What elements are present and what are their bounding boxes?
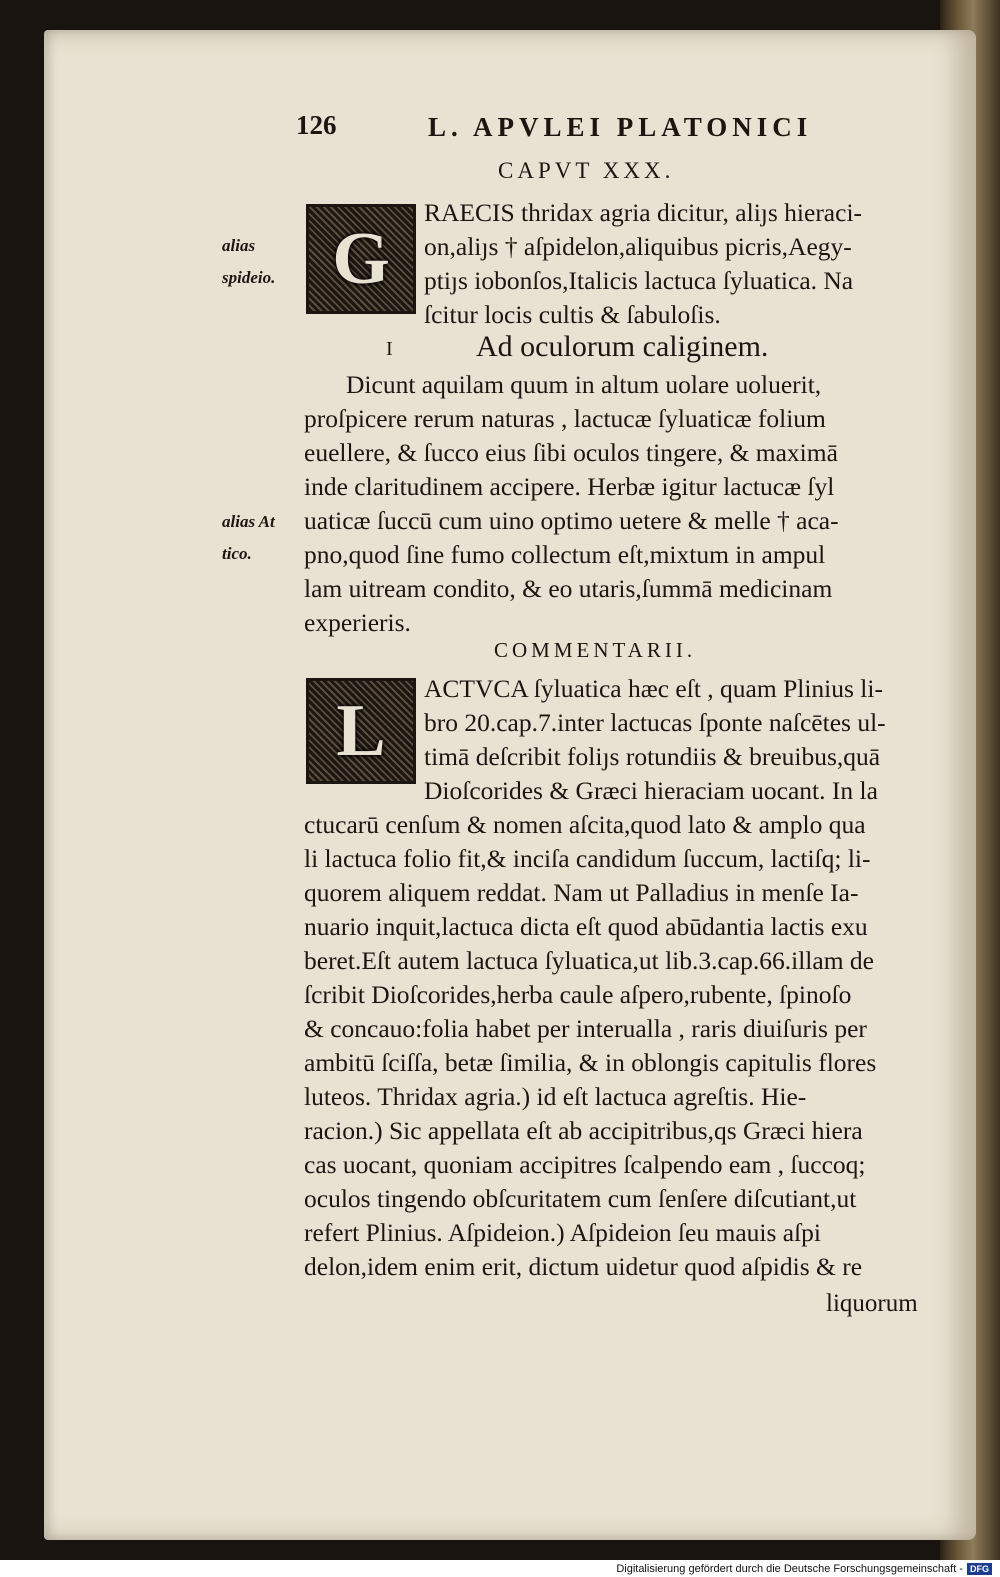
text-line: cas uocant, quoniam accipitres ſcalpendo eam , ſuccoq; [304,1150,866,1179]
text-line: pno,quod ſine fumo collectum eſt,mixtum in ampul [304,540,826,569]
dfg-logo-icon: DFG [967,1563,992,1575]
text-line: uaticæ ſuccū cum uino optimo uetere & melle † aca- [304,506,839,535]
margin-note: spideio. [222,268,276,287]
text-line: proſpicere rerum naturas , lactucæ ſyluaticæ folium [304,404,826,433]
chapter-title: CAPVT XXX. [498,158,675,183]
decorated-initial-l: L [306,678,416,784]
text-line: quorem aliquem reddat. Nam ut Palladius in menſe Ia- [304,878,859,907]
margin-note: alias [222,236,256,255]
text-line: nuario inquit,lactuca dicta eſt quod abūdantia lactis exu [304,912,868,941]
text-line: on,aliȷs † aſpidelon,aliquibus picris,Aegy- [424,232,852,261]
margin-note: tico. [222,544,252,563]
text-line: lam uitream condito, & eo utaris,ſummā medicinam [304,574,833,603]
text-line: RAECIS thridax agria dicitur, aliȷs hieraci- [424,198,863,227]
text-line: bro 20.cap.7.inter lactucas ſponte naſcētes ul- [424,708,886,737]
commentary-heading: COMMENTARII. [494,638,697,662]
text-line: ambitū ſciſſa, betæ ſimilia, & in oblongis capitulis flores [304,1048,877,1077]
footer-text: Digitalisierung gefördert durch die Deutsche Forschungsgemeinschaft - [616,1562,963,1575]
text-line: oculos tingendo obſcuritatem cum ſenſere diſcutiant,ut [304,1184,857,1213]
text-line: luteos. Thridax agria.) id eſt lactuca agreſtis. Hie- [304,1082,807,1111]
text-line: beret.Eſt autem lactuca ſyluatica,ut lib.3.cap.66.illam de [304,946,874,975]
text-line: Dicunt aquilam quum in altum uolare uoluerit, [346,370,822,399]
page-number: 126 [296,110,337,140]
text-line: experieris. [304,608,411,637]
decorated-initial-g: G [306,204,416,314]
text-line: ſcribit Dioſcorides,herba caule aſpero,rubente, ſpinoſo [304,980,852,1009]
text-line: delon,idem enim erit, dictum uidetur quod aſpidis & re [304,1252,863,1281]
text-line: li lactuca folio fit,& inciſa candidum ſuccum, lactiſq; li- [304,844,871,873]
text-line: Dioſcorides & Græci hieraciam uocant. In la [424,776,878,805]
text-line: inde claritudinem accipere. Herbæ igitur lactucæ ſyl [304,472,835,501]
text-line: racion.) Sic appellata eſt ab accipitribus,qs Græci hiera [304,1116,863,1145]
margin-note: alias At [222,512,275,531]
section-title: Ad oculorum caliginem. [476,330,769,363]
text-line: & concauo:folia habet per interualla , raris diuiſuris per [304,1014,867,1043]
text-line: ctucarū cenſum & nomen aſcita,quod lato & amplo qua [304,810,866,839]
text-line: ptiȷs iobonſos,Italicis lactuca ſyluatica. Na [424,266,854,295]
running-title: L. APVLEI PLATONICI [428,112,813,142]
text-line: ACTVCA ſyluatica hæc eſt , quam Plinius li- [424,674,883,703]
digitization-footer [0,1560,1000,1577]
text-line: timā deſcribit foliȷs rotundiis & breuibus,quā [424,742,881,771]
catchword: liquorum [826,1290,918,1317]
text-line: ſcitur locis cultis & ſabuloſis. [424,300,721,329]
text-line: euellere, & ſucco eius ſibi oculos tingere, & maximā [304,438,838,467]
text-line: refert Plinius. Aſpideion.) Aſpideion ſeu mauis aſpi [304,1218,822,1247]
section-number: I [386,338,393,360]
